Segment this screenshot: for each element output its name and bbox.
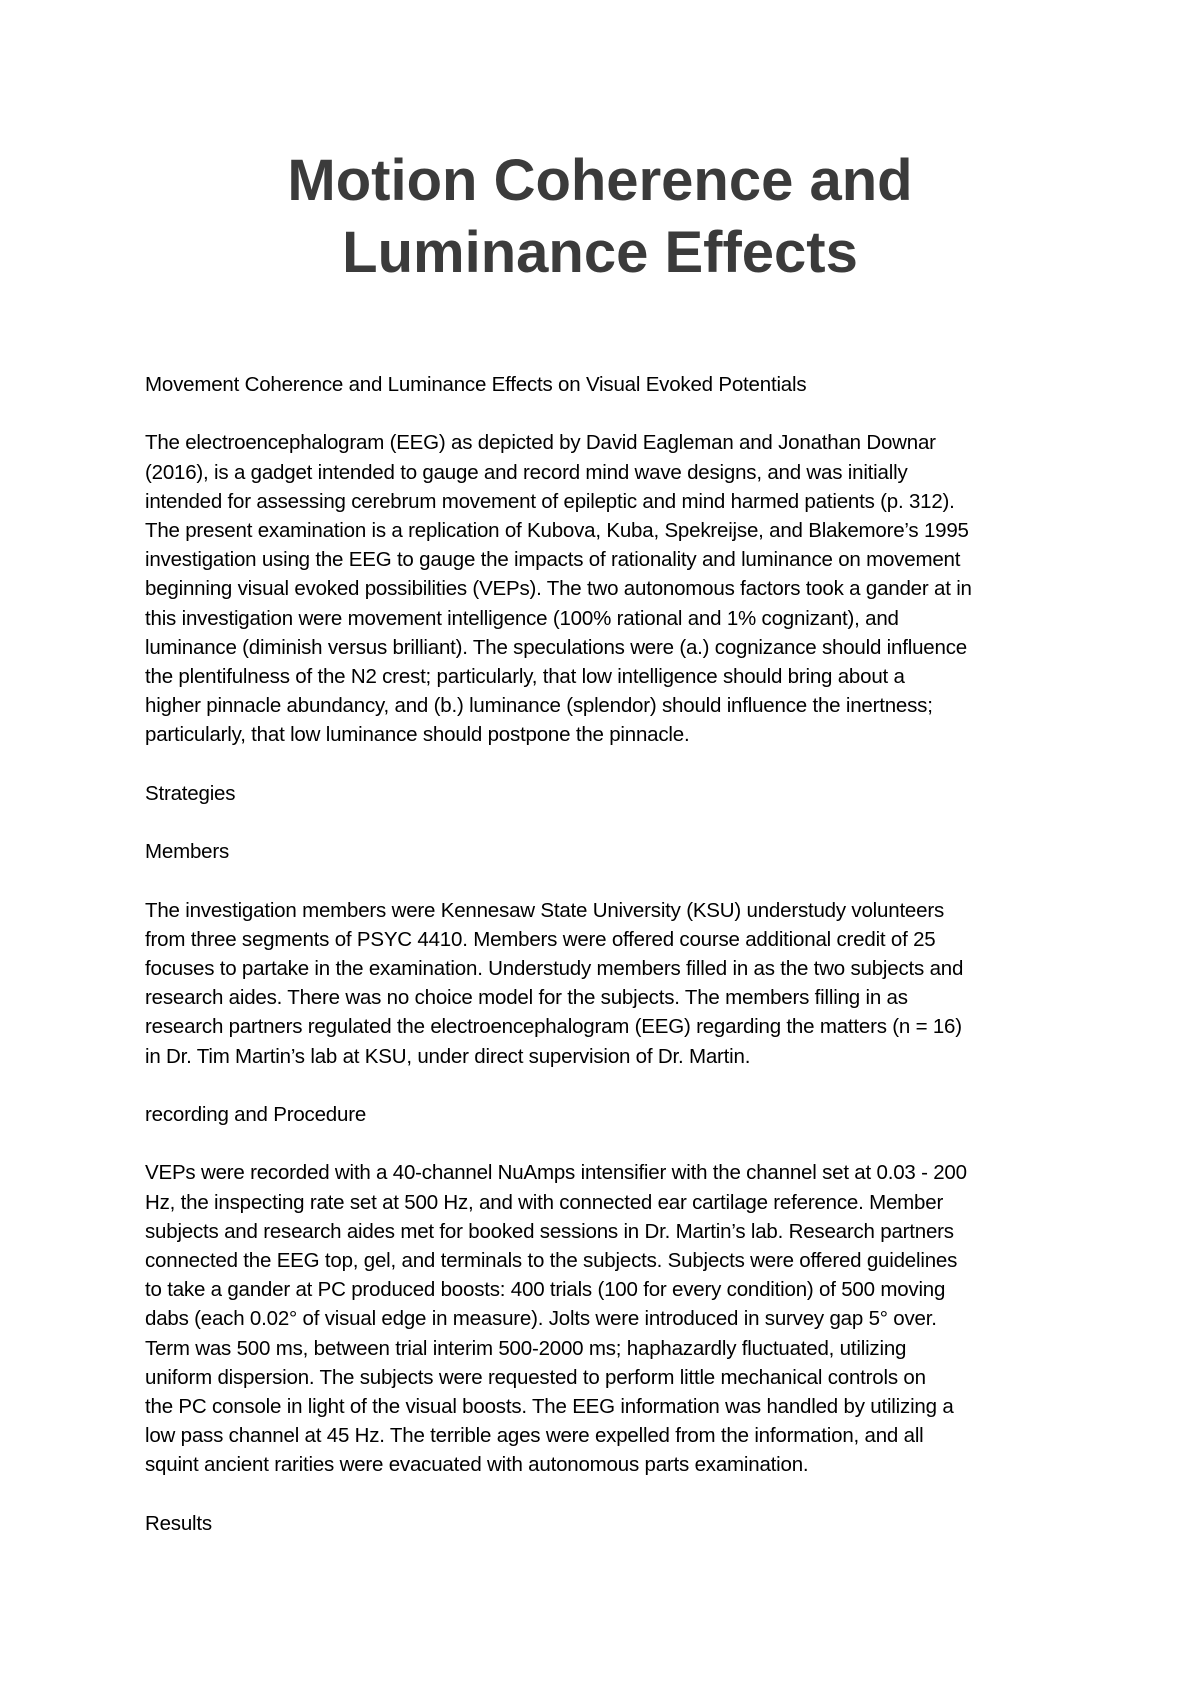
paragraph-line: dabs (each 0.02° of visual edge in measure). Jolts were introduced in survey gap 5° over.: [145, 1307, 937, 1331]
paragraph-line: higher pinnacle abundancy, and (b.) luminance (splendor) should influence the inertness;: [145, 694, 933, 718]
section-heading-strategies: [145, 779, 1075, 808]
paragraph-line: focuses to partake in the examination. Understudy members filled in as the two subjects and: [145, 957, 964, 980]
paragraph-line: connected the EEG top, gel, and terminals to the subjects. Subjects were offered guidelines: [145, 1249, 958, 1272]
paragraph-line: from three segments of PSYC 4410. Members were offered course additional credit of 25: [145, 927, 936, 951]
paragraph-line: The electroencephalogram (EEG) as depicted by David Eagleman and Jonathan Downar: [145, 431, 936, 455]
paragraph-line: low pass channel at 45 Hz. The terrible ages were expelled from the information, and all: [145, 1424, 924, 1448]
section-heading-members: [145, 837, 1075, 866]
heading-text: recording and Procedure: [145, 1103, 367, 1126]
paragraph-line: subjects and research aides met for booked sessions in Dr. Martin’s lab. Research partners: [145, 1219, 954, 1243]
paragraph-line: VEPs were recorded with a 40-channel NuAmps intensifier with the channel set at 0.03 - 200: [145, 1161, 967, 1185]
paragraph-line: Hz, the inspecting rate set at 500 Hz, and with connected ear cartilage reference. Member: [145, 1190, 944, 1214]
paragraph-line: Term was 500 ms, between trial interim 500-2000 ms; haphazardly fluctuated, utilizing: [145, 1336, 907, 1360]
paragraph-line: investigation using the EEG to gauge the impacts of rationality and luminance on movement: [145, 548, 961, 572]
paragraph-line: squint ancient rarities were evacuated with autonomous parts examination.: [145, 1453, 809, 1477]
heading-text: Results: [145, 1511, 212, 1535]
paragraph-line: research partners regulated the electroencephalogram (EEG) regarding the matters (n = 16): [145, 1015, 962, 1039]
section-heading-recording: [145, 1100, 1075, 1129]
paragraph-line: particularly, that low luminance should postpone the pinnacle.: [145, 723, 690, 747]
paragraph-line: to take a gander at PC produced boosts: 400 trials (100 for every condition) of 500 moving: [145, 1278, 946, 1302]
document-title: [0, 145, 1200, 289]
paragraph-line: intended for assessing cerebrum movement of epileptic and mind harmed patients (p. 312).: [145, 489, 955, 513]
paragraph-line: research aides. There was no choice model for the subjects. The members filling in as: [145, 986, 908, 1010]
paragraph-line: in Dr. Tim Martin’s lab at KSU, under direct supervision of Dr. Martin.: [145, 1044, 751, 1068]
paragraph-line: beginning visual evoked possibilities (VEPs). The two autonomous factors took a gander at in: [145, 577, 972, 601]
heading-text: Members: [145, 840, 230, 864]
title-line: Motion Coherence and: [287, 148, 913, 213]
paragraph-line: uniform dispersion. The subjects were requested to perform little mechanical controls on: [145, 1365, 926, 1389]
heading-text: Strategies: [145, 781, 236, 805]
document-body: [145, 370, 1075, 1567]
paragraph-line: (2016), is a gadget intended to gauge and record mind wave designs, and was initially: [145, 460, 908, 484]
paragraph-line: The present examination is a replication of Kubova, Kuba, Spekreijse, and Blakemore’s 1995: [145, 519, 969, 542]
title-line: Luminance Effects: [342, 220, 858, 285]
paragraph-line: the PC console in light of the visual boosts. The EEG information was handled by utilizing a: [145, 1395, 954, 1419]
recording-paragraph: [145, 1158, 1075, 1479]
subtitle-line: Movement Coherence and Luminance Effects on Visual Evoked Potentials: [145, 373, 807, 396]
intro-paragraph: [145, 428, 1075, 749]
paragraph-line: the plentifulness of the N2 crest; particularly, that low intelligence should bring about a: [145, 665, 905, 689]
paragraph-line: luminance (diminish versus brilliant). The speculations were (a.) cognizance should influence: [145, 635, 967, 659]
paragraph-line: The investigation members were Kennesaw State University (KSU) understudy volunteers: [145, 898, 945, 922]
members-paragraph: [145, 896, 1075, 1071]
paragraph-line: this investigation were movement intelligence (100% rational and 1% cognizant), and: [145, 606, 899, 630]
section-heading-results: [145, 1509, 1075, 1538]
subtitle: [145, 370, 1075, 399]
